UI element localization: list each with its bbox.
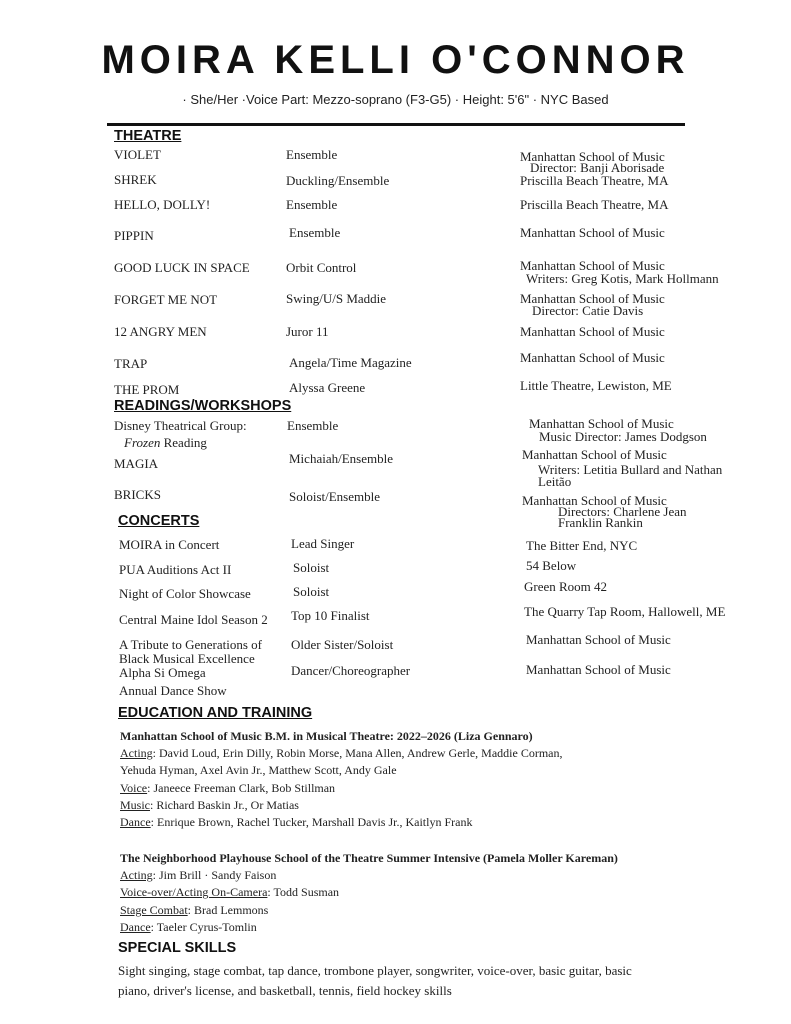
- label-dance: Dance: [120, 920, 151, 934]
- credit-role: Swing/U/S Maddie: [286, 291, 387, 306]
- credit-role: Ensemble: [287, 418, 339, 433]
- skills-line-2: piano, driver's license, and basketball, tennis, field hockey skills: [118, 983, 452, 998]
- credit-venue: Manhattan School of Music: [520, 149, 665, 164]
- credit-show: THE PROM: [114, 382, 180, 397]
- credit-role: Soloist: [293, 584, 330, 599]
- credit-show: GOOD LUCK IN SPACE: [114, 260, 250, 275]
- credit-venue-detail: Director: Banji Aborisade: [530, 160, 665, 175]
- credit-role: Duckling/Ensemble: [286, 173, 390, 188]
- credit-venue: Manhattan School of Music: [520, 324, 665, 339]
- credit-venue: Manhattan School of Music: [520, 291, 665, 306]
- header-divider: [107, 123, 685, 126]
- section-concerts: CONCERTS: [118, 513, 200, 529]
- credit-venue: The Bitter End, NYC: [526, 538, 638, 553]
- teachers-dance: : Enrique Brown, Rachel Tucker, Marshall Davis Jr., Kaitlyn Frank: [150, 815, 473, 829]
- credit-show: PUA Auditions Act II: [119, 562, 232, 577]
- credit-role: Angela/Time Magazine: [289, 355, 412, 370]
- education-msm-dance: [120, 815, 472, 830]
- credit-venue-detail: Writers: Letitia Bullard and Nathan: [538, 462, 723, 477]
- credit-venue: Green Room 42: [524, 579, 608, 594]
- credit-show-suffix: Reading: [160, 435, 207, 450]
- credit-venue-detail: Leitão: [538, 474, 572, 489]
- label-voice: Voice: [120, 781, 148, 795]
- credit-show: Alpha Si Omega: [119, 665, 206, 680]
- education-nph-title: The Neighborhood Playhouse School of the Theatre Summer Intensive (Pamela Moller Kareman): [120, 851, 618, 865]
- credit-role: Dancer/Choreographer: [291, 663, 411, 678]
- label-stage-combat: Stage Combat: [120, 903, 188, 917]
- credit-role: Ensemble: [286, 197, 338, 212]
- teachers-acting: : Jim Brill · Sandy Faison: [152, 868, 277, 882]
- teachers-dance: : Taeler Cyrus-Tomlin: [150, 920, 257, 934]
- credit-show-title: Frozen: [124, 435, 161, 450]
- teachers-acting: : David Loud, Erin Dilly, Robin Morse, Mana Allen, Andrew Gerle, Maddie Corman,: [152, 746, 563, 760]
- credit-show: MOIRA in Concert: [119, 537, 220, 552]
- credit-role: Older Sister/Soloist: [291, 637, 394, 652]
- label-music: Music: [120, 798, 150, 812]
- credit-show: TRAP: [114, 356, 148, 371]
- credit-role: Soloist: [293, 560, 330, 575]
- label-acting: Acting: [120, 746, 153, 760]
- label-acting: Acting: [120, 868, 153, 882]
- credit-show: PIPPIN: [114, 228, 154, 243]
- education-nph-acting: [120, 868, 276, 883]
- education-msm-acting: [120, 746, 563, 761]
- credit-show-detail: Black Musical Excellence: [119, 651, 255, 666]
- label-dance: Dance: [120, 815, 151, 829]
- credit-venue: The Quarry Tap Room, Hallowell, ME: [524, 604, 726, 619]
- teachers-voiceover: : Todd Susman: [267, 885, 340, 899]
- education-msm-title: Manhattan School of Music B.M. in Musical Theatre: 2022–2026 (Liza Gennaro): [120, 729, 533, 743]
- education-nph-dance: [120, 920, 257, 935]
- credit-role: Soloist/Ensemble: [289, 489, 380, 504]
- credit-role: Alyssa Greene: [289, 380, 366, 395]
- credit-show: SHREK: [114, 172, 157, 187]
- credit-show: Central Maine Idol Season 2: [119, 612, 268, 627]
- section-education: EDUCATION AND TRAINING: [118, 705, 313, 721]
- credit-venue: Priscilla Beach Theatre, MA: [520, 197, 669, 212]
- label-voiceover: Voice-over/Acting On-Camera: [120, 885, 268, 899]
- education-nph-voiceover: [120, 885, 339, 900]
- credit-venue: 54 Below: [526, 558, 577, 573]
- credit-venue: Manhattan School of Music: [529, 416, 674, 431]
- credit-show: Night of Color Showcase: [119, 586, 251, 601]
- credit-venue: Little Theatre, Lewiston, ME: [520, 378, 672, 393]
- education-msm-music: [120, 798, 299, 813]
- section-skills: SPECIAL SKILLS: [118, 940, 237, 956]
- teachers-music: : Richard Baskin Jr., Or Matias: [150, 798, 299, 812]
- education-msm-voice: [120, 781, 335, 796]
- education-msm-acting-cont: Yehuda Hyman, Axel Avin Jr., Matthew Scott, Andy Gale: [120, 763, 397, 777]
- credit-venue: Manhattan School of Music: [522, 493, 667, 508]
- performer-name: MOIRA KELLI O'CONNOR: [101, 38, 690, 82]
- teachers-voice: : Janeece Freeman Clark, Bob Stillman: [147, 781, 336, 795]
- credit-show: BRICKS: [114, 487, 161, 502]
- performer-info: · She/Her ·Voice Part: Mezzo-soprano (F3-G5) · Height: 5'6" · NYC Based: [182, 92, 609, 107]
- credit-show-detail: [124, 436, 207, 449]
- credit-show: HELLO, DOLLY!: [114, 197, 211, 212]
- section-theatre: THEATRE: [114, 128, 182, 144]
- credit-show: 12 ANGRY MEN: [114, 324, 207, 339]
- credit-venue-detail: Director: Catie Davis: [532, 303, 644, 318]
- credit-venue-detail: Franklin Rankin: [558, 515, 643, 530]
- credit-venue: Manhattan School of Music: [520, 350, 665, 365]
- credit-venue: Manhattan School of Music: [520, 258, 665, 273]
- credit-role: Ensemble: [289, 225, 341, 240]
- skills-line-1: Sight singing, stage combat, tap dance, trombone player, songwriter, voice-over, basic guitar, basic: [118, 963, 632, 978]
- credit-role: Top 10 Finalist: [291, 608, 370, 623]
- credit-role: Ensemble: [286, 147, 338, 162]
- credit-show: VIOLET: [114, 147, 161, 162]
- credit-venue-detail: Writers: Greg Kotis, Mark Hollmann: [526, 271, 719, 286]
- credit-show: MAGIA: [114, 456, 159, 471]
- credit-venue: Manhattan School of Music: [522, 447, 667, 462]
- credit-show-detail: Annual Dance Show: [119, 683, 227, 698]
- credit-role: Lead Singer: [291, 536, 355, 551]
- credit-venue-detail: Music Director: James Dodgson: [539, 429, 707, 444]
- section-readings: READINGS/WORKSHOPS: [114, 398, 292, 414]
- education-nph-combat: [120, 903, 268, 918]
- credit-role: Juror 11: [286, 324, 329, 339]
- credit-venue: Manhattan School of Music: [526, 632, 671, 647]
- credit-venue: Manhattan School of Music: [526, 662, 671, 677]
- credit-venue-detail: Directors: Charlene Jean: [558, 504, 687, 519]
- credit-show: FORGET ME NOT: [114, 292, 218, 307]
- credit-role: Michaiah/Ensemble: [289, 451, 393, 466]
- teachers-stage-combat: : Brad Lemmons: [187, 903, 269, 917]
- credit-venue: Priscilla Beach Theatre, MA: [520, 173, 669, 188]
- credit-show: A Tribute to Generations of: [119, 637, 262, 652]
- credit-show: Disney Theatrical Group:: [114, 418, 247, 433]
- credit-role: Orbit Control: [286, 260, 357, 275]
- credit-venue: Manhattan School of Music: [520, 225, 665, 240]
